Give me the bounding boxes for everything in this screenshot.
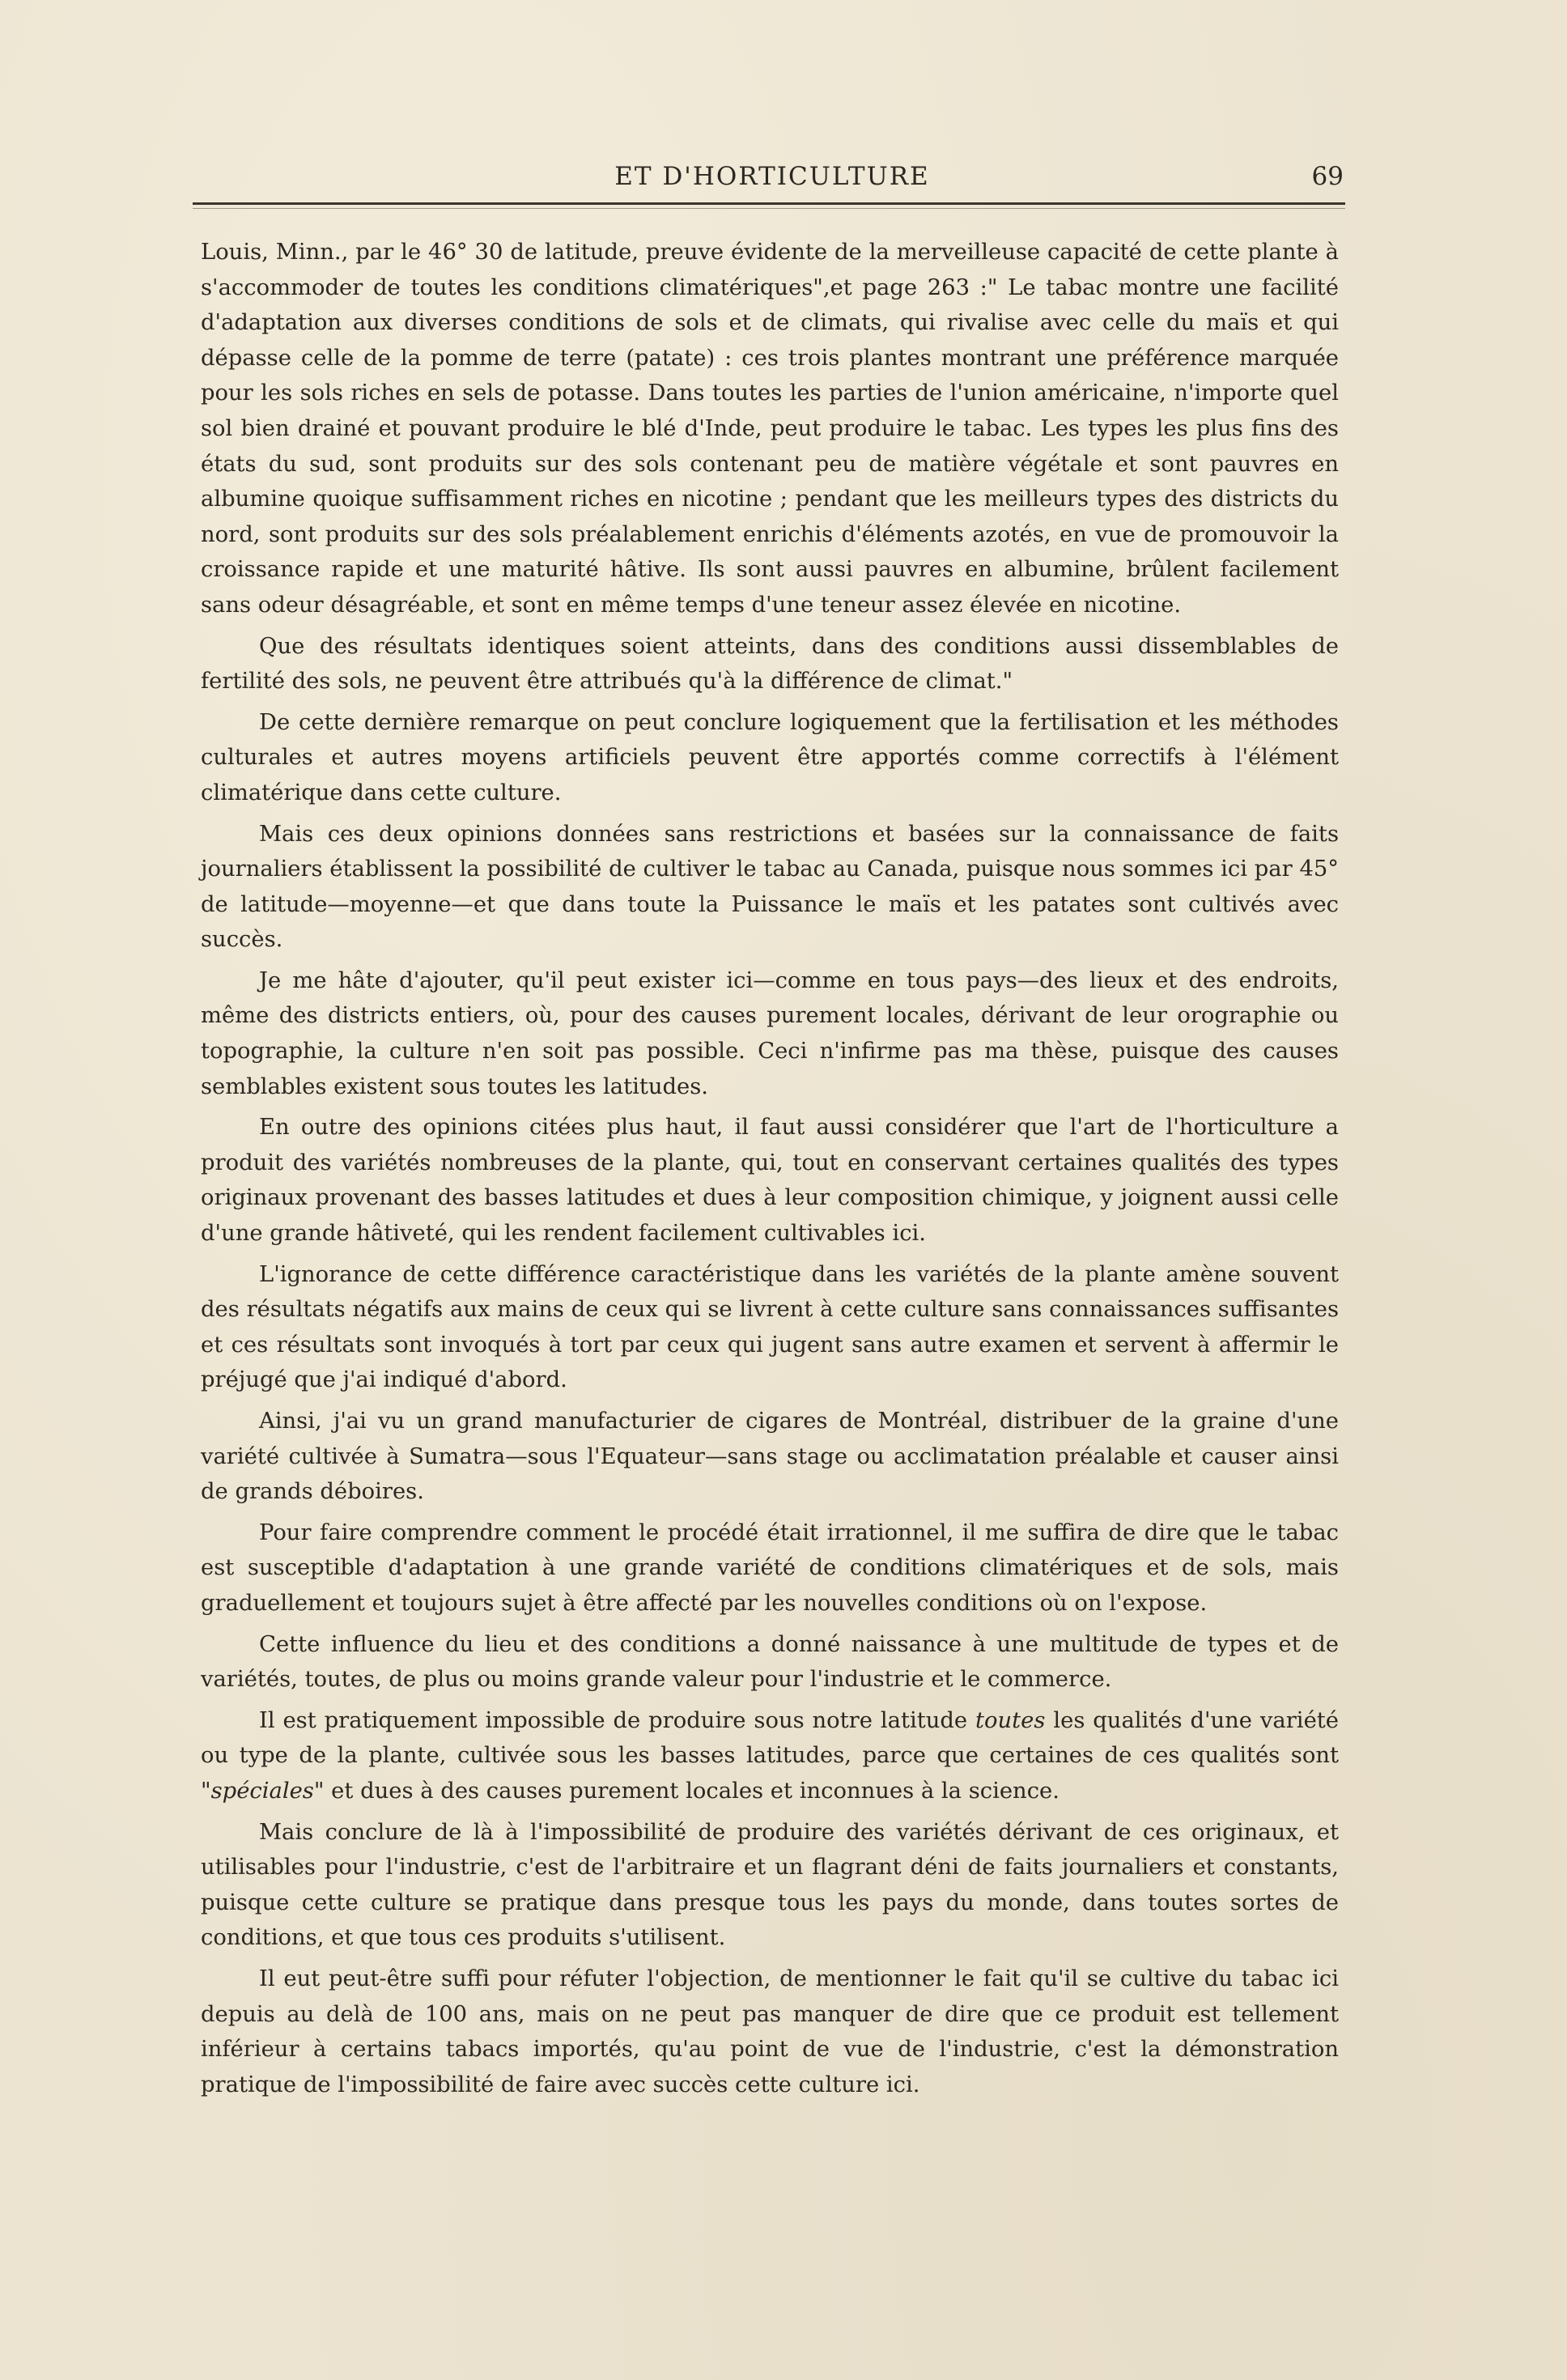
body-text	[201, 235, 1339, 2108]
paragraph-3: De cette dernière remarque on peut conclure logiquement que la fertilisation et les méthodes culturales et autres moyens artificiels peuvent être apportés comme correctifs à l'élément climatérique dans cette culture.	[201, 709, 1339, 805]
paragraph-7: L'ignorance de cette différence caractéristique dans les variétés de la plante amène souvent des résultats négatifs aux mains de ceux qui se livrent à cette culture sans connaissances suffisantes et ces résultats sont invoqués à tort par ceux qui jugent sans autre examen et servent à affermir le préjugé que j'ai indiqué d'abord.	[201, 1261, 1339, 1393]
paragraph-12: Mais conclure de là à l'impossibilité de produire des variétés dérivant de ces originaux, et utilisables pour l'industrie, c'est de l'arbitraire et un flagrant déni de faits journaliers et constants, puisque cette culture se pratique dans presque tous les pays du monde, dans toutes sortes de conditions, et que tous ces produits s'utilisent.	[201, 1819, 1339, 1951]
paragraph-5: Je me hâte d'ajouter, qu'il peut exister ici—comme en tous pays—des lieux et des endroits, même des districts entiers, où, pour des causes purement locales, dérivant de leur orographie ou topographie, la culture n'en soit pas possible. Ceci n'infirme pas ma thèse, puisque des causes semblables existent sous toutes les latitudes.	[201, 967, 1339, 1099]
paragraph-1: Louis, Minn., par le 46° 30 de latitude, preuve évidente de la merveilleuse capacité de cette plante à s'accommoder de toutes les conditions climatériques",et page 263 :" Le tabac montre une facilité d'adaptation aux diverses conditions de sols et de climats, qui rivalise avec celle du maïs et qui dépasse celle de la pomme de terre (patate) : ces trois plantes montrant une préférence marquée pour les sols riches en sels de potasse. Dans toutes les parties de l'union américaine, n'importe quel sol bien drainé et pouvant produire le blé d'Inde, peut produire le tabac. Les types les plus fins des états du sud, sont produits sur des sols contenant peu de matière végétale et sont pauvres en albumine quoique suffisamment riches en nicotine ; pendant que les meilleurs types des districts du nord, sont produits sur des sols préalablement enrichis d'éléments azotés, en vue de promouvoir la croissance rapide et une maturité hâtive. Ils sont aussi pauvres en albumine, brûlent facilement sans odeur désagréable, et sont en même temps d'une teneur assez élevée en nicotine.	[201, 240, 1339, 618]
page-number: 69	[1311, 162, 1344, 191]
emphasis-toutes: toutes	[975, 1707, 1046, 1733]
emphasis-speciales: spéciales	[210, 1778, 314, 1804]
paragraph-9: Pour faire comprendre comment le procédé était irrationnel, il me suffira de dire que le tabac est susceptible d'adaptation à une grande variété de conditions climatériques et de sols, mais graduellement et toujours sujet à être affecté par les nouvelles conditions où on l'expose.	[201, 1519, 1339, 1616]
paragraph-8: Ainsi, j'ai vu un grand manufacturier de cigares de Montréal, distribuer de la graine d'une variété cultivée à Sumatra—sous l'Equateur—sans stage ou acclimatation préalable et causer ainsi de grands déboires.	[201, 1409, 1339, 1505]
paragraph-11	[201, 1703, 1339, 1809]
paragraph-11-part-1: Il est pratiquement impossible de produire sous notre latitude	[259, 1707, 976, 1733]
header-rule	[193, 202, 1345, 205]
paragraph-11-part-3: " et dues à des causes purement locales et inconnues à la science.	[313, 1778, 1060, 1804]
running-title: ET D'HORTICULTURE	[614, 162, 930, 191]
header-rule-thin	[193, 208, 1345, 209]
paragraph-4: Mais ces deux opinions données sans restrictions et basées sur la connaissance de faits journaliers établissent la possibilité de cultiver le tabac au Canada, puisque nous sommes ici par 45° de latitude—moyenne—et que dans toute la Puissance le maïs et les patates sont cultivés avec succès.	[201, 821, 1339, 953]
paragraph-11-part-2: les qualités d'une variété ou type de la plante, cultivée sous les basses latitudes, parce que certaines de ces qualités sont "	[201, 1707, 1339, 1804]
page-header	[201, 159, 1344, 201]
paragraph-10: Cette influence du lieu et des conditions a donné naissance à une multitude de types et de variétés, toutes, de plus ou moins grande valeur pour l'industrie et le commerce.	[201, 1631, 1339, 1693]
paragraph-6: En outre des opinions citées plus haut, il faut aussi considérer que l'art de l'horticulture a produit des variétés nombreuses de la plante, qui, tout en conservant certaines qualités des types originaux provenant des basses latitudes et dues à leur composition chimique, y joignent aussi celle d'une grande hâtiveté, qui les rendent facilement cultivables ici.	[201, 1115, 1339, 1247]
paragraph-13: Il eut peut-être suffi pour réfuter l'objection, de mentionner le fait qu'il se cultive du tabac ici depuis au delà de 100 ans, mais on ne peut pas manquer de dire que ce produit est tellement inférieur à certains tabacs importés, qu'au point de vue de l'industrie, c'est la démonstration pratique de l'impossibilité de faire avec succès cette culture ici.	[201, 1966, 1339, 2097]
paragraph-2: Que des résultats identiques soient atteints, dans des conditions aussi dissemblables de fertilité des sols, ne peuvent être attribués qu'à la différence de climat."	[201, 633, 1339, 695]
